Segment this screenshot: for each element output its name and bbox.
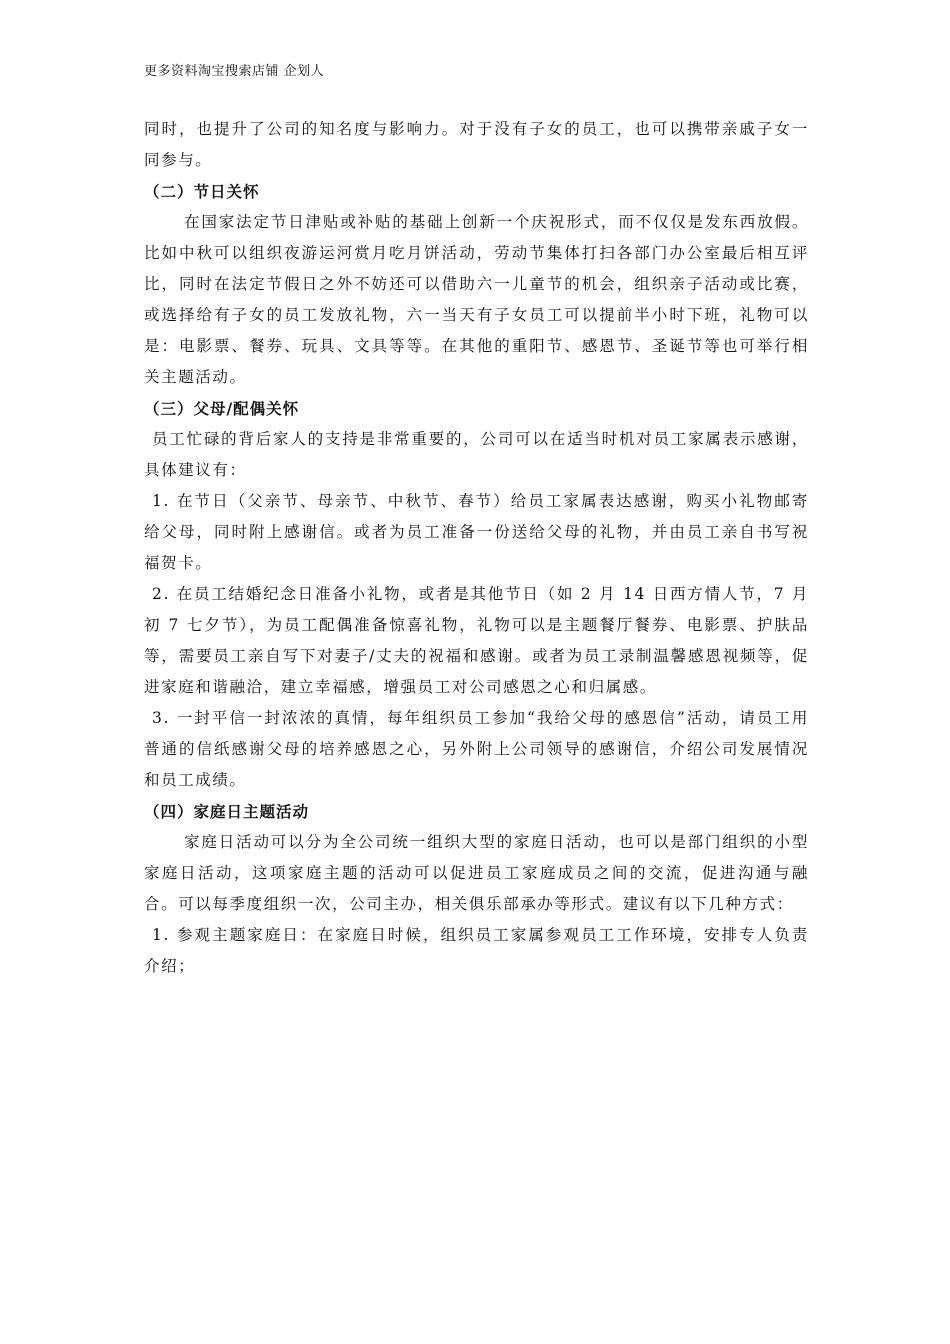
section-heading-holiday-care: （二）节日关怀 xyxy=(144,182,260,201)
document-body xyxy=(144,114,809,982)
list-item-1: 1. 在节日（父亲节、母亲节、中秋节、春节）给员工家属表达感谢，购买小礼物邮寄给父母，同时附上感谢信。或者为员工准备一份送给父母的礼物，并由员工亲自书写祝福贺卡。 xyxy=(144,492,809,572)
list-item-3: 3. 一封平信一封浓浓的真情，每年组织员工参加“我给父母的感恩信”活动，请员工用普通的信纸感谢父母的培养感恩之心，另外附上公司领导的感谢信，介绍公司发展情况和员工成绩。 xyxy=(144,709,809,789)
paragraph-family-day: 家庭日活动可以分为全公司统一组织大型的家庭日活动，也可以是部门组织的小型家庭日活动，这项家庭主题的活动可以促进员工家庭成员之间的交流，促进沟通与融合。可以每季度组织一次，公司主办，相关俱乐部承办等形式。建议有以下几种方式： xyxy=(144,833,809,913)
paragraph-continuation: 同时，也提升了公司的知名度与影响力。对于没有子女的员工，也可以携带亲戚子女一同参与。 xyxy=(144,120,809,169)
section-heading-family-day: （四）家庭日主题活动 xyxy=(144,802,310,821)
section-heading-family-care: （三）父母/配偶关怀 xyxy=(144,399,300,418)
list-item-family-day-1: 1. 参观主题家庭日：在家庭日时候，组织员工家属参观员工工作环境，安排专人负责介绍； xyxy=(144,926,809,975)
paragraph-family-intro: 员工忙碌的背后家人的支持是非常重要的，公司可以在适当时机对员工家属表示感谢，具体建议有： xyxy=(144,430,809,479)
list-item-2: 2. 在员工结婚纪念日准备小礼物，或者是其他节日（如 2 月 14 日西方情人节，7 月初 7 七夕节），为员工配偶准备惊喜礼物，礼物可以是主题餐厅餐券、电影票、护肤品等，需要员工亲自写下对妻子/丈夫的祝福和感谢。或者为员工录制温馨感恩视频等，促进家庭和谐融洽，建立幸福感，增强员工对公司感恩之心和归属感。 xyxy=(144,585,809,696)
paragraph-holiday-care: 在国家法定节日津贴或补贴的基础上创新一个庆祝形式，而不仅仅是发东西放假。比如中秋可以组织夜游运河赏月吃月饼活动，劳动节集体打扫各部门办公室最后相互评比，同时在法定节假日之外不妨还可以借助六一儿童节的机会，组织亲子活动或比赛，或选择给有子女的员工发放礼物，六一当天有子女员工可以提前半小时下班，礼物可以是：电影票、餐券、玩具、文具等等。在其他的重阳节、感恩节、圣诞节等也可举行相关主题活动。 xyxy=(144,213,809,386)
page-header: 更多资料淘宝搜索店铺 企划人 xyxy=(144,64,325,79)
